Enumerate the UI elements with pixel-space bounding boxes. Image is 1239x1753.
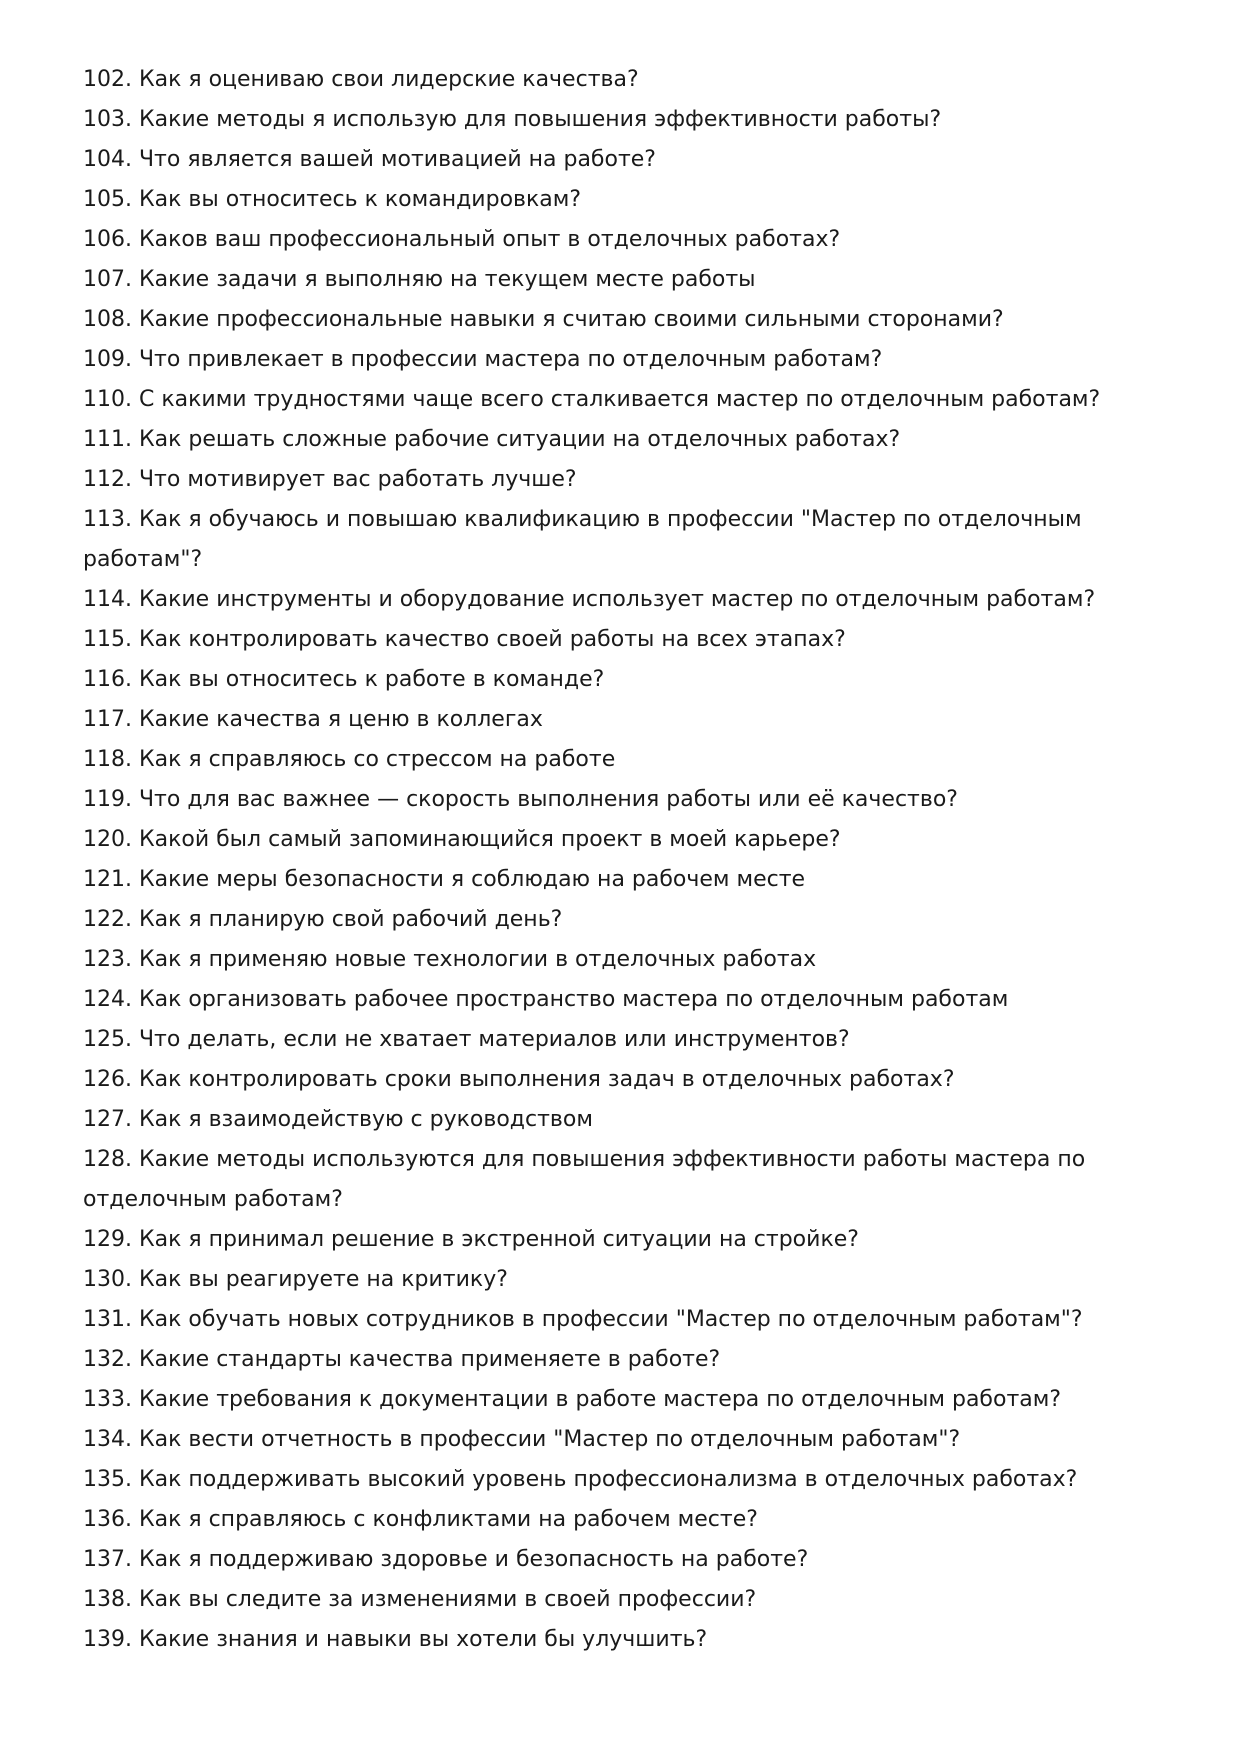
list-item: 129. Как я принимал решение в экстренной ситуации на стройке? (83, 1227, 859, 1252)
list-item: 102. Как я оцениваю свои лидерские качества? (83, 67, 639, 92)
list-item: 120. Какой был самый запоминающийся проект в моей карьере? (83, 827, 841, 852)
list-item: 135. Как поддерживать высокий уровень профессионализма в отделочных работах? (83, 1467, 1078, 1492)
list-item: 115. Как контролировать качество своей работы на всех этапах? (83, 627, 846, 652)
list-item: 132. Какие стандарты качества применяете в работе? (83, 1347, 721, 1372)
list-item: 110. С какими трудностями чаще всего сталкивается мастер по отделочным работам? (83, 387, 1101, 412)
list-item: 138. Как вы следите за изменениями в своей профессии? (83, 1587, 757, 1612)
list-item: 114. Какие инструменты и оборудование использует мастер по отделочным работам? (83, 587, 1096, 612)
list-item: 125. Что делать, если не хватает материалов или инструментов? (83, 1027, 850, 1052)
list-item: 123. Как я применяю новые технологии в отделочных работах (83, 947, 817, 972)
list-item: 124. Как организовать рабочее пространство мастера по отделочным работам (83, 987, 1009, 1012)
list-item: 131. Как обучать новых сотрудников в профессии "Мастер по отделочным работам"? (83, 1307, 1083, 1332)
list-item: 103. Какие методы я использую для повышения эффективности работы? (83, 107, 942, 132)
list-item: 122. Как я планирую свой рабочий день? (83, 907, 563, 932)
list-item: 128. Какие методы используются для повышения эффективности работы мастера по отделочным работам? (83, 1147, 1086, 1212)
list-item: 134. Как вести отчетность в профессии "Мастер по отделочным работам"? (83, 1427, 961, 1452)
list-item: 130. Как вы реагируете на критику? (83, 1267, 508, 1292)
list-item: 133. Какие требования к документации в работе мастера по отделочным работам? (83, 1387, 1062, 1412)
list-item: 112. Что мотивирует вас работать лучше? (83, 467, 577, 492)
list-item: 107. Какие задачи я выполняю на текущем месте работы (83, 267, 756, 292)
list-item: 137. Как я поддерживаю здоровье и безопасность на работе? (83, 1547, 809, 1572)
list-item: 108. Какие профессиональные навыки я считаю своими сильными сторонами? (83, 307, 1004, 332)
list-item: 113. Как я обучаюсь и повышаю квалификацию в профессии "Мастер по отделочным работам"? (83, 507, 1082, 572)
list-item: 106. Каков ваш профессиональный опыт в отделочных работах? (83, 227, 841, 252)
list-item: 118. Как я справляюсь со стрессом на работе (83, 747, 616, 772)
list-item: 136. Как я справляюсь с конфликтами на рабочем месте? (83, 1507, 758, 1532)
list-item: 139. Какие знания и навыки вы хотели бы улучшить? (83, 1627, 708, 1652)
list-item: 119. Что для вас важнее — скорость выполнения работы или её качество? (83, 787, 958, 812)
list-item: 111. Как решать сложные рабочие ситуации на отделочных работах? (83, 427, 901, 452)
list-item: 116. Как вы относитесь к работе в команде? (83, 667, 605, 692)
list-item: 117. Какие качества я ценю в коллегах (83, 707, 543, 732)
list-item: 105. Как вы относитесь к командировкам? (83, 187, 582, 212)
list-item: 126. Как контролировать сроки выполнения задач в отделочных работах? (83, 1067, 955, 1092)
list-item: 121. Какие меры безопасности я соблюдаю на рабочем месте (83, 867, 806, 892)
list-item: 104. Что является вашей мотивацией на работе? (83, 147, 656, 172)
question-list (83, 60, 1158, 1660)
list-item: 127. Как я взаимодействую с руководством (83, 1107, 593, 1132)
list-item: 109. Что привлекает в профессии мастера по отделочным работам? (83, 347, 883, 372)
